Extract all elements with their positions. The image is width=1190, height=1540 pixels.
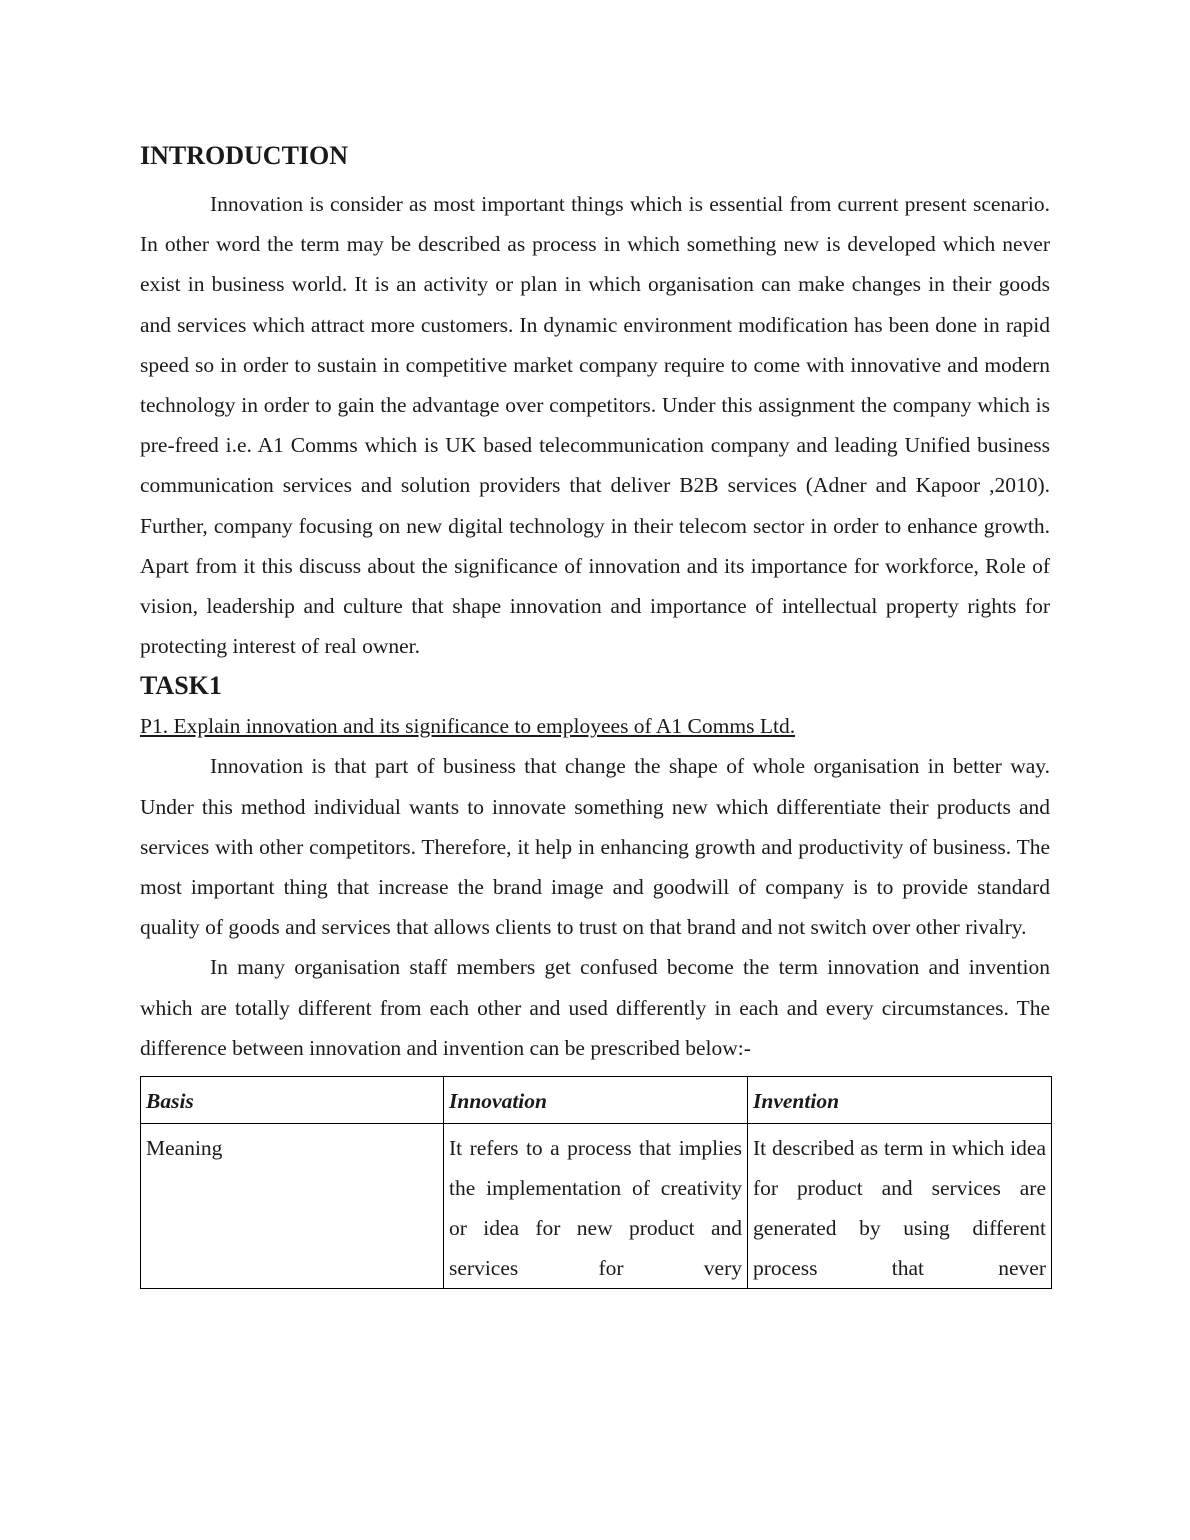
table-header-basis: Basis [141, 1077, 444, 1124]
table-header-invention: Invention [748, 1077, 1052, 1124]
introduction-paragraph: Innovation is consider as most important things which is essential from current present scenario. In other word the term may be described as process in which something new is developed which never exist in business world. It is an activity or plan in which organisation can make changes in their goods and services which attract more customers. In dynamic environment modification has been done in rapid speed so in order to sustain in competitive market company require to come with innovative and modern technology in order to gain the advantage over competitors. Under this assignment the company which is pre-freed i.e. A1 Comms which is UK based telecommunication company and leading Unified business communication services and solution providers that deliver B2B services (Adner and Kapoor ,2010). Further, company focusing on new digital technology in their telecom sector in order to enhance growth. Apart from it this discuss about the significance of innovation and its importance for workforce, Role of vision, leadership and culture that shape innovation and importance of intellectual property rights for protecting interest of real owner. [140, 192, 1050, 659]
comparison-table [140, 1076, 1052, 1289]
table-cell-basis: Meaning [141, 1124, 444, 1289]
task1-paragraph-2: In many organisation staff members get confused become the term innovation and invention which are totally different from each other and used differently in each and every circumstances. The difference between innovation and invention can be prescribed below:- [140, 955, 1050, 1060]
table-row [141, 1124, 1052, 1289]
document-page [140, 138, 1050, 1289]
table-cell-invention: It described as term in which idea for product and services are generated by using different process that never [748, 1124, 1052, 1289]
introduction-heading: INTRODUCTION [140, 141, 349, 170]
table-cell-innovation: It refers to a process that implies the implementation of creativity or idea for new product and services for very [444, 1124, 748, 1289]
table-header-innovation: Innovation [444, 1077, 748, 1124]
task1-heading: TASK1 [140, 671, 222, 701]
task1-paragraph-1: Innovation is that part of business that change the shape of whole organisation in better way. Under this method individual wants to innovate something new which differentiate their products and services with other competitors. Therefore, it help in enhancing growth and productivity of business. The most important thing that increase the brand image and goodwill of company is to provide standard quality of goods and services that allows clients to trust on that brand and not switch over other rivalry. [140, 754, 1050, 940]
task1-subheading: P1. Explain innovation and its significance to employees of A1 Comms Ltd. [140, 714, 796, 739]
table-header-row [141, 1077, 1052, 1124]
